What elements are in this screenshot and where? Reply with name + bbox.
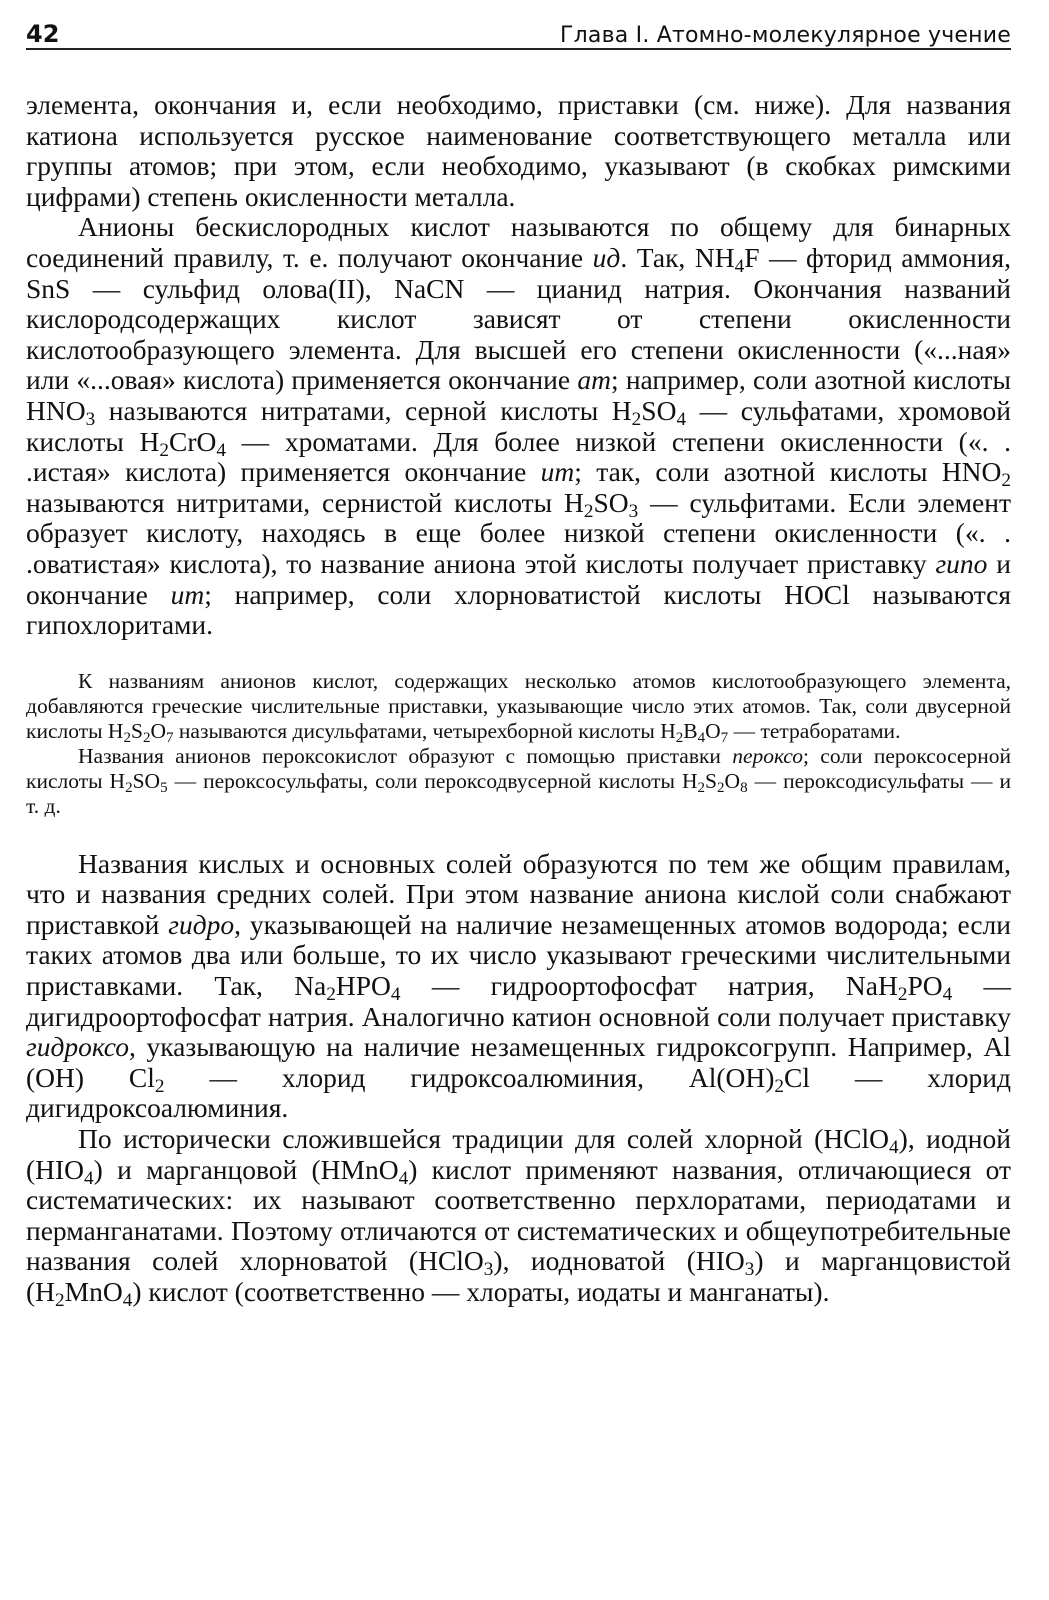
running-head: Глава I. Атомно-молекулярное учение: [560, 23, 1011, 48]
note-paragraph-polyacids: К названиям анионов кислот, содержащих несколько атомов кислотообразующего элемента, добавляются греческие числительные приставки, указывающие число этих атомов. Так, соли двусерной кислоты $H_2S_2O_7$ называются дисульфатами, четырехборной кислоты $H_2B_4O_7$ — тетраборатами.: [26, 668, 1011, 746]
page-number: 42: [26, 20, 60, 48]
page-header: [26, 14, 1011, 50]
main-text: [26, 89, 1012, 1311]
paragraph-acid-basic-salts: Названия кислых и основных солей образуются по тем же общим правилам, что и названия средних солей. При этом название аниона кислой соли снабжают приставкой гидро, указывающей на наличие незамещенных атомов водорода; если таких атомов два или больше, то их число указывают греческими числительными приставками. Так, $Na_2HPO_4$ — гидроортофосфат натрия, $NaH_2PO_4$ — дигидроортофосфат натрия. Аналогично катион основной соли получает приставку гидроксо, указывающую на наличие незамещенных гидроксогрупп. Например, Al (OH) $Cl_2$ — хлорид гидроксоалюминия, $Al(OH)_2Cl$ — хлорид дигидроксоалюминия.: [26, 847, 1012, 1124]
paragraph-continuation: элемента, окончания и, если необходимо, приставки (см. ниже). Для названия катиона используется русское наименование соответствующего металла или группы атомов; при этом, если необходимо, указывают (в скобках римскими цифрами) степень окисленности металла.: [26, 89, 1011, 212]
paragraph-anions: Анионы бескислородных кислот называются по общему для бинарных соединений правилу, т. е. получают окончание ид. Так, $NH_4F$ — фторид аммония, SnS — сульфид олова(II), NaCN — цианид натрия. Окончания названий кислородсодержащих кислот зависят от степени окисленности кислотообразующего элемента. Для высшей его степени окисленности («...ная» или «...овая» кислота) применяется окончание ат; например, соли азотной кислоты $HNO_3$ называются нитратами, серной кислоты $H_2SO_4$ — сульфатами, хромовой кислоты $H_2CrO_4$ — хроматами. Для более низкой степени окисленности («. . .истая» кислота) применяется окончание ит; так, соли азотной кислоты $HNO_2$ называются нитритами, сернистой кислоты $H_2SO_3$ — сульфитами. Если элемент образует кислоту, находясь в еще более низкой степени окисленности («. . .оватистая» кислота), то название аниона этой кислоты получает приставку гипо и окончание ит; например, соли хлорноватистой кислоты HOCl называются гипохлоритами.: [26, 211, 1012, 641]
note-paragraph-peroxoacids: Названия анионов пероксокислот образуют с помощью приставки пероксо; соли пероксосерной кислоты $H_2SO_5$ — пероксосульфаты, соли пероксодвусерной кислоты $H_2S_2O_8$ — пероксодисульфаты — и т. д.: [26, 743, 1012, 818]
small-print-note: [26, 669, 1011, 819]
paragraph-historical-names: По исторически сложившейся традиции для солей хлорной (HClO$_4$), иодной $(HIO_4)$ и марганцовой (HMnO$_4$) кислот применяют названия, отличающиеся от систематических: их называют соответственно перхлоратами, периодатами и перманганатами. Поэтому отличаются от систематических и общеупотребительные названия солей хлорноватой (HClO$_3$), иодноватой $(HIO_3)$ и марганцовистой $(H_2MnO_4)$ кислот (соответственно — хлораты, иодаты и манганаты).: [26, 1123, 1011, 1311]
